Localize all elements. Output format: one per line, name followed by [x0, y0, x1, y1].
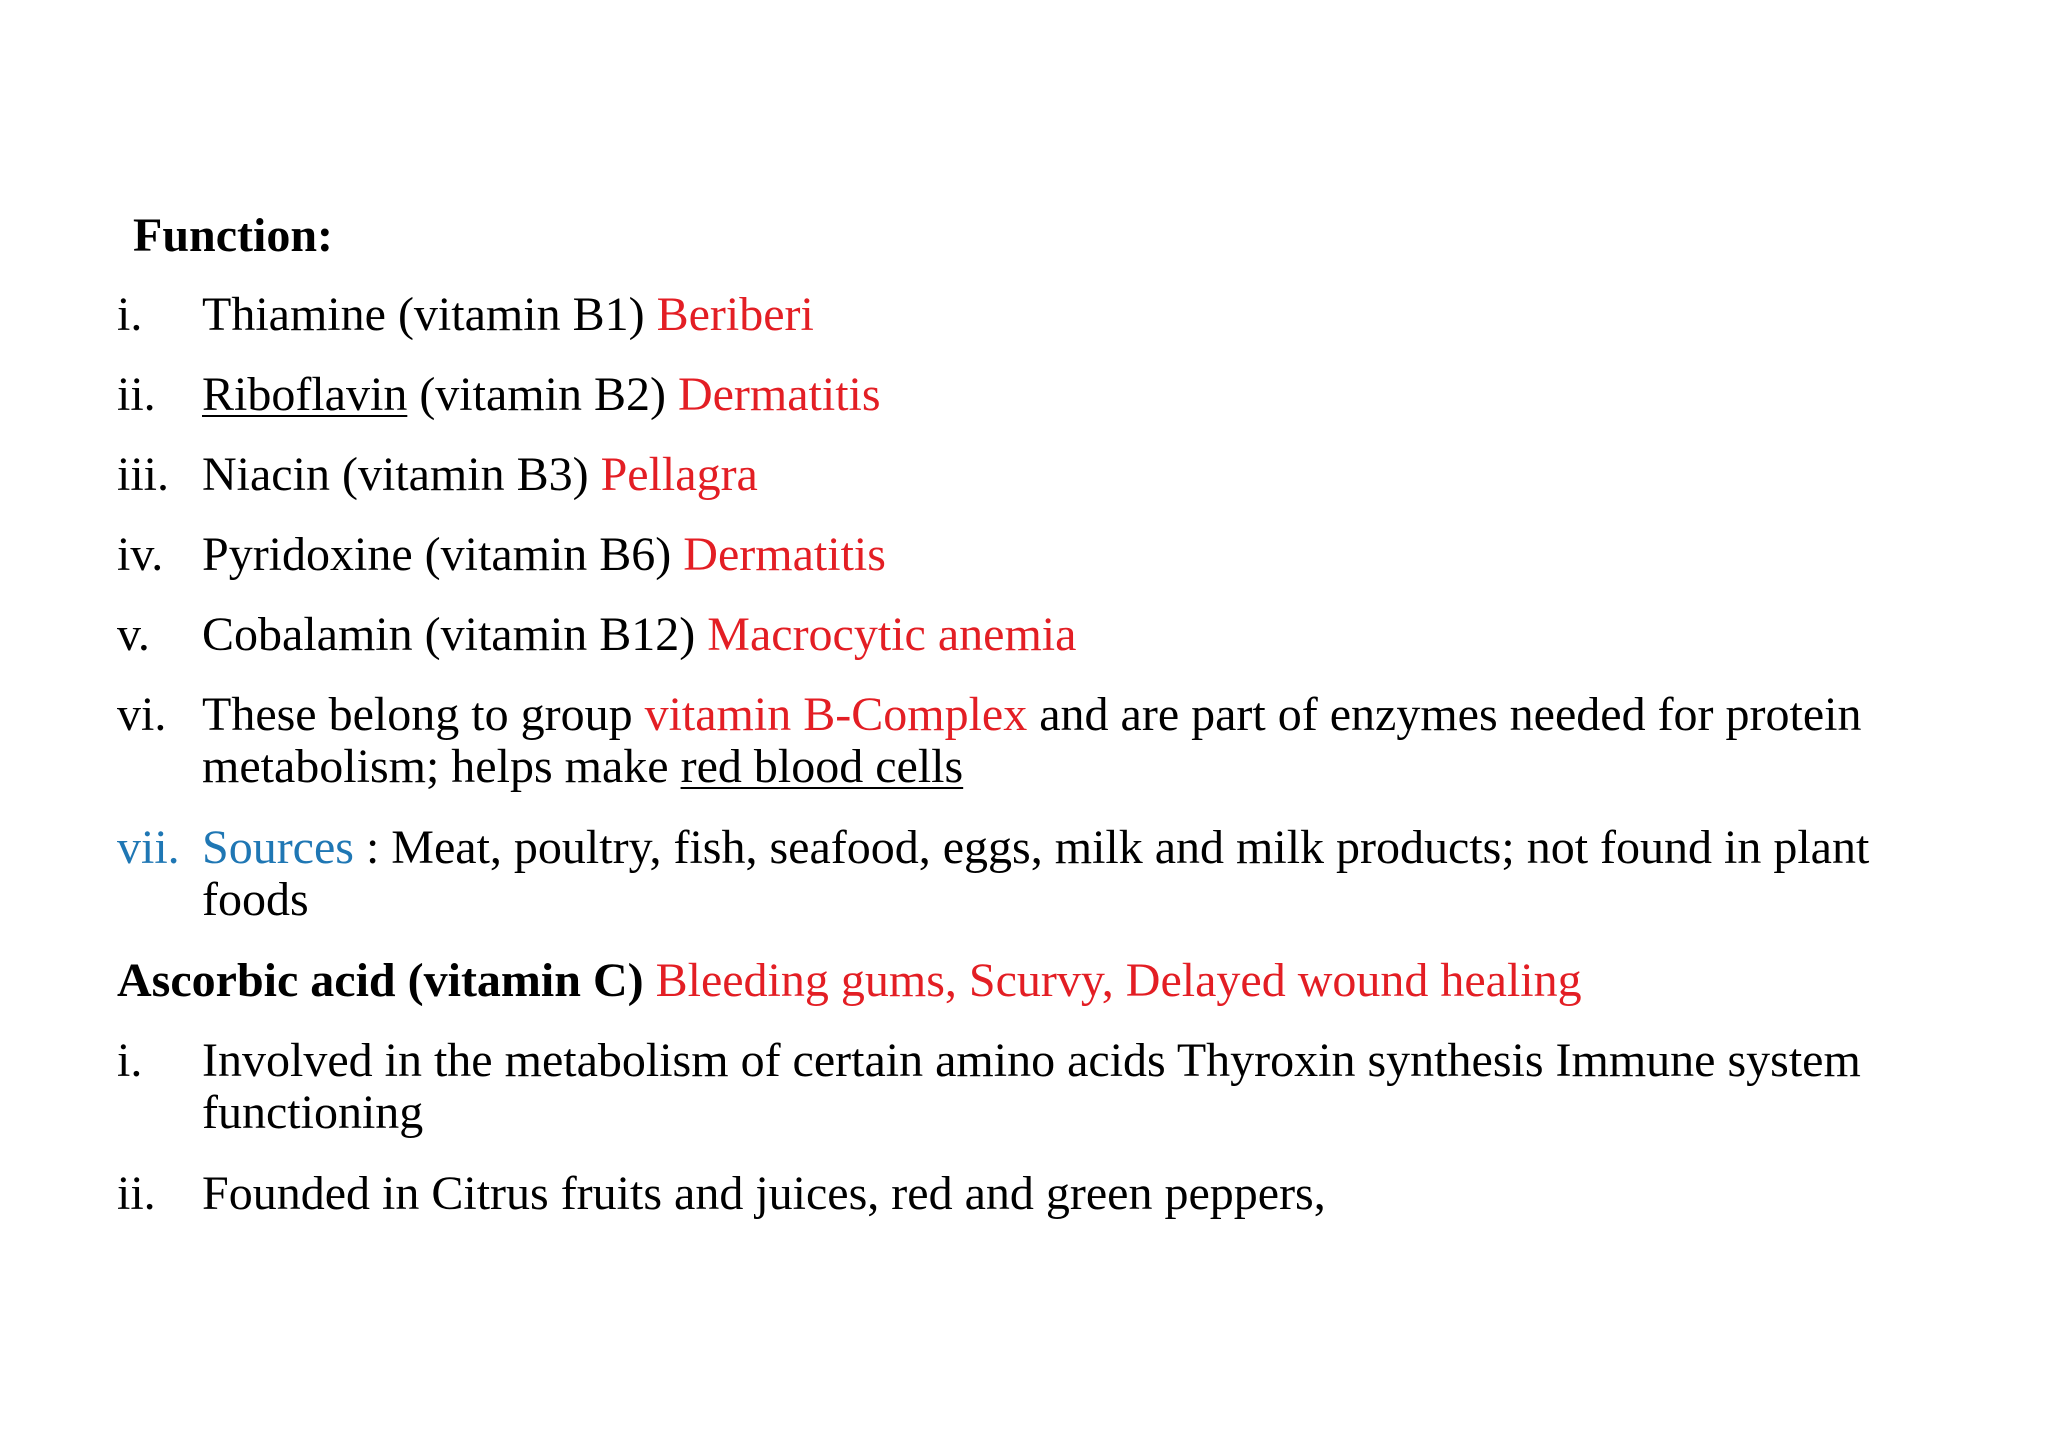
vitamin-code: (vitamin B2) [419, 368, 666, 421]
list-marker: vii. [117, 821, 180, 874]
vitamin-c-sources-text: Founded in Citrus fruits and juices, red and green peppers, [202, 1167, 1326, 1220]
list-item-sources [117, 822, 1877, 926]
list-item-cobalamin [117, 609, 1877, 661]
vitamin-code: (vitamin B12) [424, 608, 696, 661]
deficiency-disease: Beriberi [656, 288, 814, 341]
list-marker: i. [117, 1034, 143, 1087]
list-item-niacin [117, 449, 1877, 501]
list-item-riboflavin [117, 369, 1877, 421]
vitamin-c-heading [117, 951, 1582, 1011]
vitamin-c-diseases: Bleeding gums, Scurvy, Delayed wound healing [655, 954, 1582, 1007]
vitamin-code: (vitamin B6) [424, 528, 672, 581]
deficiency-disease: Dermatitis [677, 368, 881, 421]
list-marker: v. [117, 608, 150, 661]
list-item-vitamin-c-sources [117, 1168, 1877, 1220]
vitamin-code: (vitamin B1) [397, 288, 645, 341]
sources-label: Sources [202, 821, 354, 874]
list-item-vitamin-c-function [117, 1035, 1877, 1139]
deficiency-disease: Pellagra [600, 448, 758, 501]
deficiency-disease: Macrocytic anemia [707, 608, 1077, 661]
list-marker: i. [117, 288, 143, 341]
b-complex-highlight: vitamin B-Complex [644, 688, 1028, 741]
list-marker: iii. [117, 448, 170, 501]
list-item-pyridoxine [117, 529, 1877, 581]
vitamin-name: Cobalamin [202, 608, 413, 661]
function-heading: Function: [133, 209, 334, 262]
vitamin-name: Thiamine [202, 288, 386, 341]
list-marker: ii. [117, 368, 156, 421]
list-marker: ii. [117, 1167, 156, 1220]
b-complex-text: These belong to group [202, 688, 645, 741]
list-item-thiamine [117, 289, 1877, 341]
b-complex-text-cont: and are part of enzymes needed for protein metabolism; helps make [202, 688, 1862, 793]
list-marker: iv. [117, 528, 164, 581]
sources-text: : Meat, poultry, fish, seafood, eggs, milk and milk products; not found in plant foods [202, 821, 1870, 926]
deficiency-disease: Dermatitis [683, 528, 886, 581]
vitamin-c-title: Ascorbic acid (vitamin C) [117, 954, 644, 1007]
vitamin-c-function-text: Involved in the metabolism of certain amino acids Thyroxin synthesis Immune system functioning [202, 1034, 1861, 1139]
vitamin-name: Pyridoxine [202, 528, 413, 581]
list-marker: vi. [117, 688, 167, 741]
vitamin-name: Riboflavin [202, 368, 408, 421]
vitamin-name: Niacin [202, 448, 330, 501]
vitamin-code: (vitamin B3) [341, 448, 589, 501]
red-blood-cells-underlined: red blood cells [680, 740, 964, 793]
list-item-b-complex [117, 689, 1877, 793]
